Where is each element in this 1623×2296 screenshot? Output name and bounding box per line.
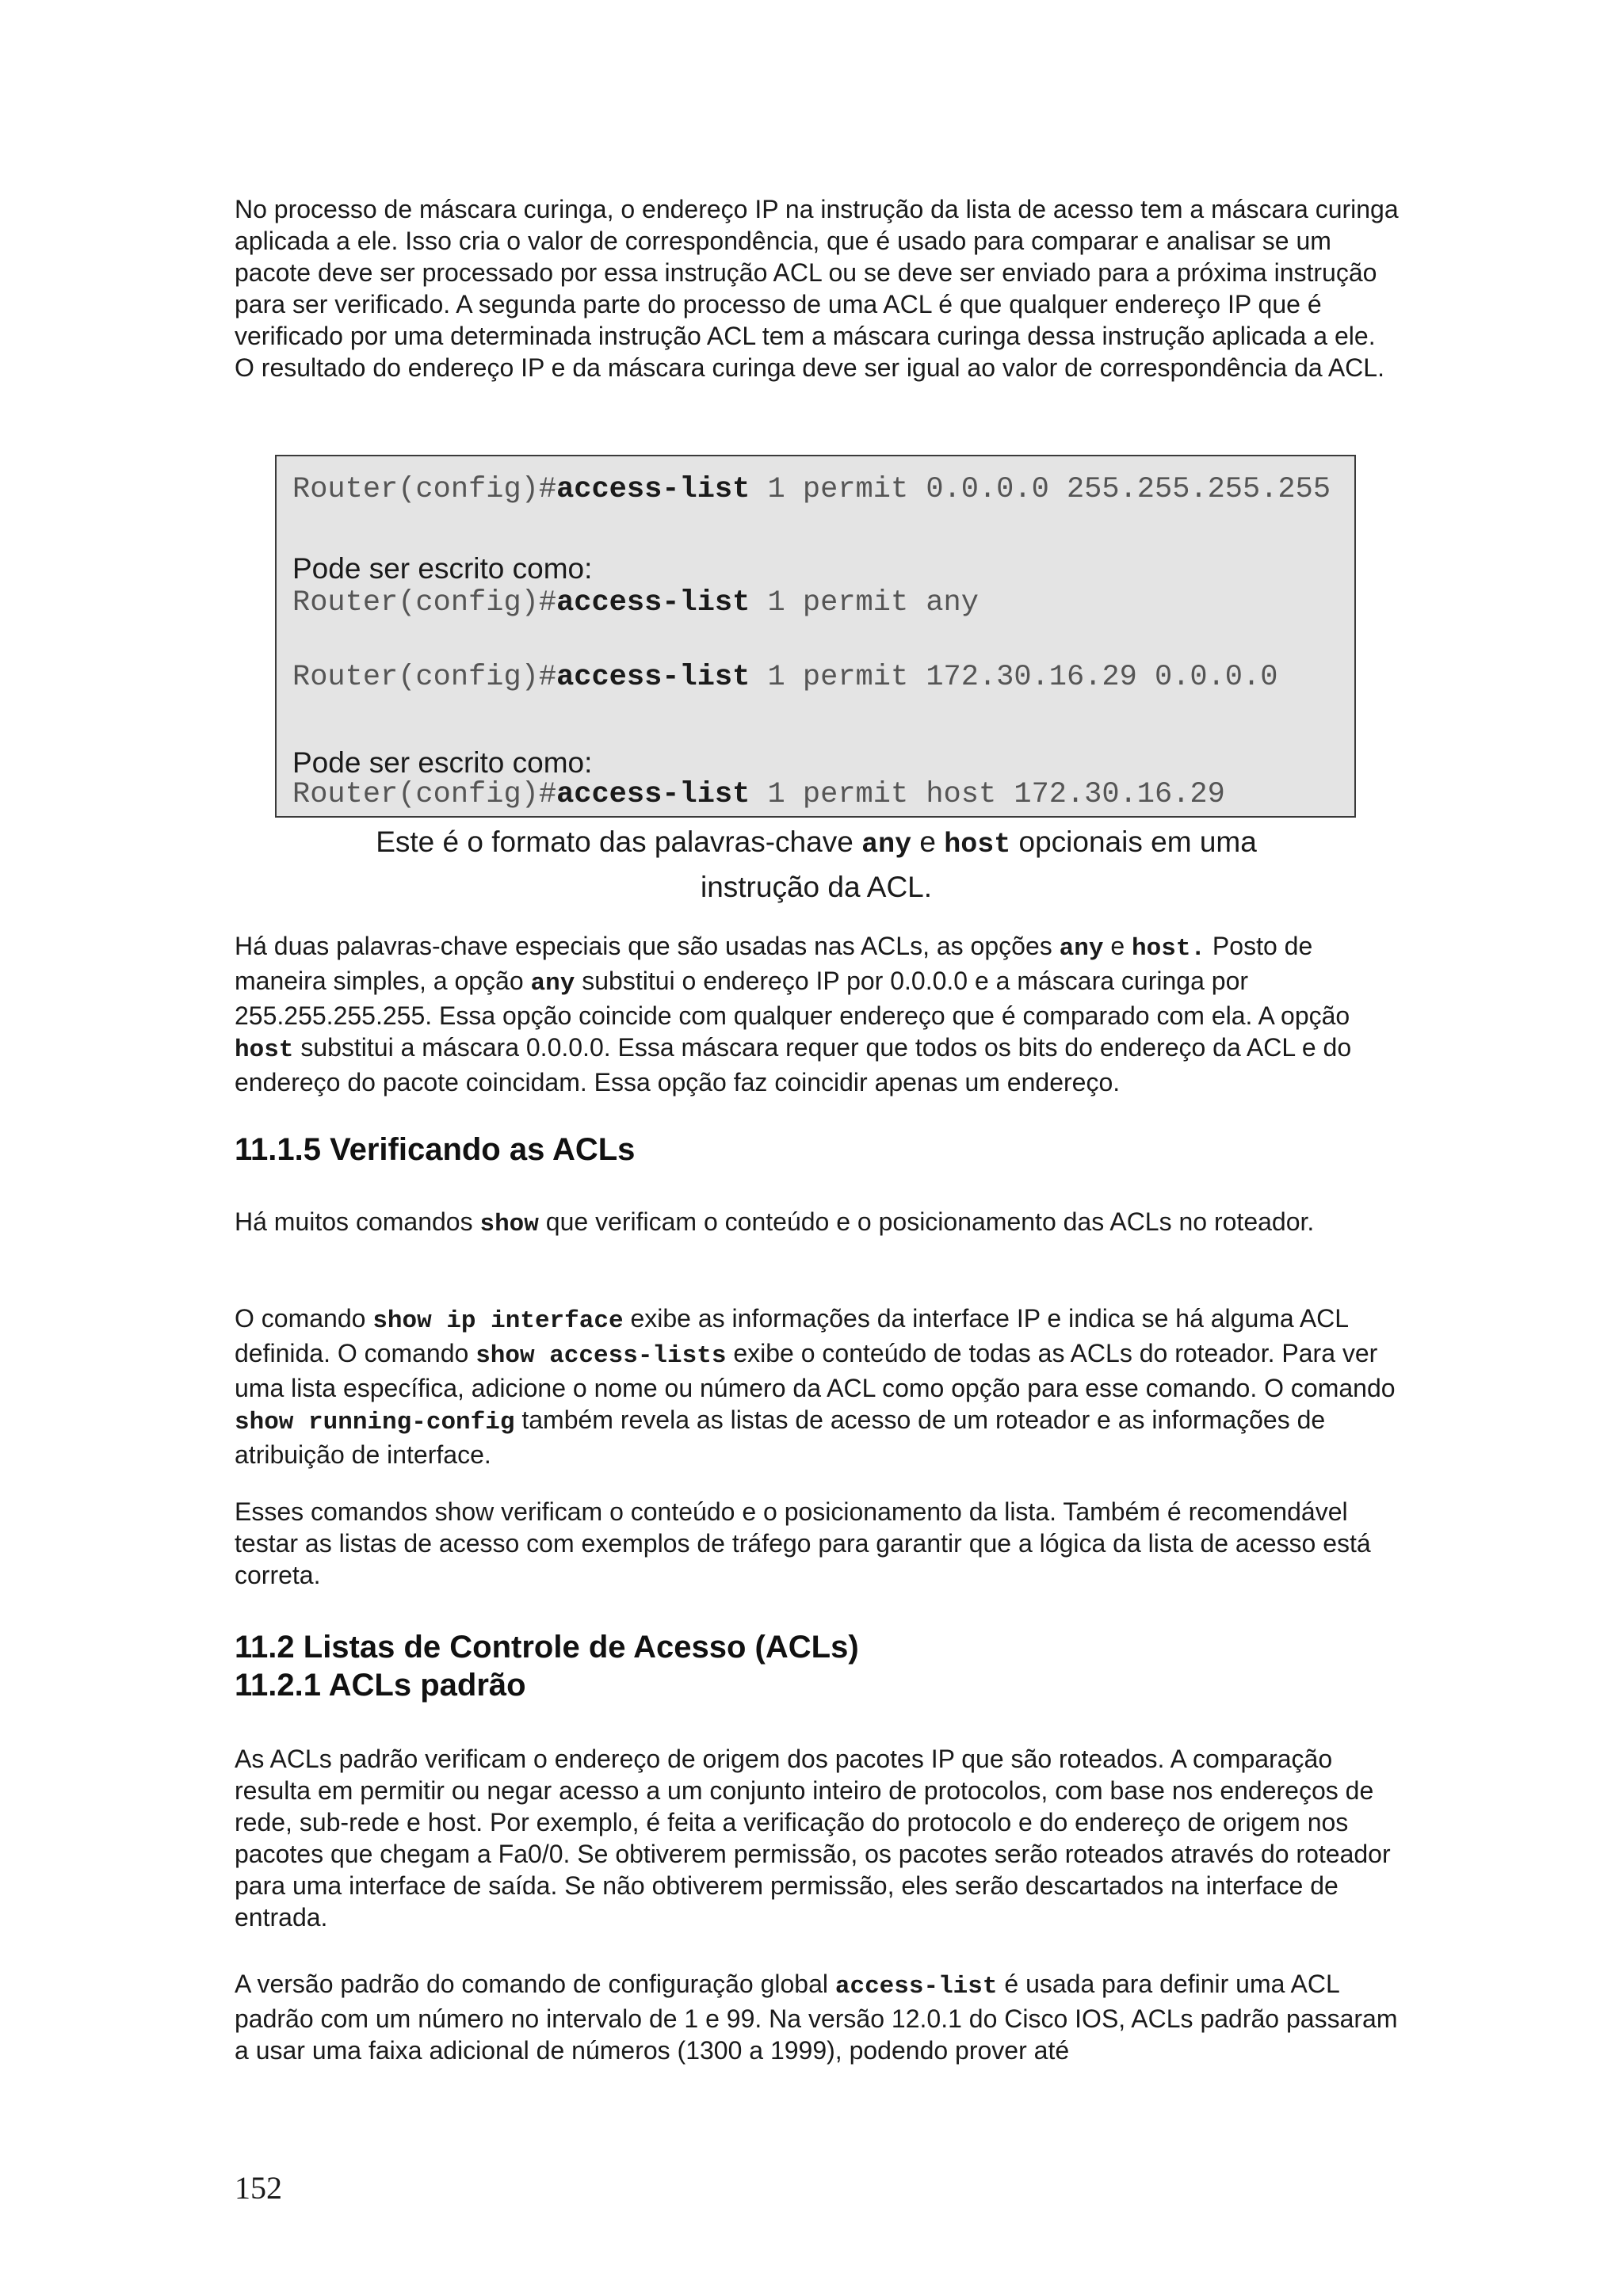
figure-caption (317, 821, 1316, 908)
acl-command-figure (275, 455, 1356, 818)
heading-verificando-acls: 11.1.5 Verificando as ACLs (235, 1132, 636, 1167)
paragraph-show-ip-interface: O comando show ip interface exibe as informações da interface IP e indica se há alguma ACL definida. O comando show access-lists exibe o conteúdo de todas as ACLs do roteador. Para ver uma lista específica, adicione o nome ou número da ACL como opção para esse comando. O comando show running-config também revela as listas de acesso de um roteador e as informações de atribuição de interface. (235, 1304, 1396, 1469)
paragraph-wildcard-process: No processo de máscara curinga, o endereço IP na instrução da lista de acesso tem a máscara curinga aplicada a ele. Isso cria o valor de correspondência, que é usado para comparar e analisar se um pacote deve ser processado por essa instrução ACL ou se deve ser enviado para a próxima instrução para ser verificado. A segunda parte do processo de uma ACL é que qualquer endereço IP que é verificado por uma determinada instrução ACL tem a máscara curinga dessa instrução aplicada a ele. O resultado do endereço IP e da máscara curinga deve ser igual ao valor de correspondência da ACL. (235, 195, 1399, 382)
figure-line-3: Router(config)#access-list 1 permit any (292, 586, 979, 620)
paragraph-access-list-command: A versão padrão do comando de configuração global access-list é usada para definir uma ACL padrão com um número no intervalo de 1 e 99. Na versão 12.0.1 do Cisco IOS, ACLs padrão passaram a usar uma faixa adicional de números (1300 a 1999), podendo prover até (235, 1970, 1398, 2065)
caption-line-2: instrução da ACL. (700, 871, 933, 903)
figure-line-1: Router(config)#access-list 1 permit 0.0.0.0 255.255.255.255 (292, 473, 1331, 506)
paragraph-testing-acls: Esses comandos show verificam o conteúdo e o posicionamento da lista. Também é recomendável testar as listas de acesso com exemplos de tráfego para garantir que a lógica da lista de acesso está correta. (235, 1497, 1371, 1589)
page-number: 152 (235, 2170, 282, 2206)
figure-line-4: Router(config)#access-list 1 permit 172.30.16.29 0.0.0.0 (292, 661, 1278, 694)
caption-line-1: Este é o formato das palavras-chave any e host opcionais em uma (376, 826, 1257, 860)
figure-line-6: Router(config)#access-list 1 permit host 172.30.16.29 (292, 778, 1225, 811)
paragraph-show-commands: Há muitos comandos show que verificam o conteúdo e o posicionamento das ACLs no roteador. (235, 1207, 1315, 1238)
heading-acls-padrao: 11.2.1 ACLs padrão (235, 1668, 526, 1703)
figure-line-5: Pode ser escrito como: (292, 746, 593, 779)
paragraph-any-host: Há duas palavras-chave especiais que são usadas nas ACLs, as opções any e host. Posto de maneira simples, a opção any substitui o endereço IP por 0.0.0.0 e a máscara curinga por 255.255.255.255. Essa opção coincide com qualquer endereço que é comparado com ela. A opção host substitui a máscara 0.0.0.0. Essa máscara requer que todos os bits do endereço da ACL e do endereço do pacote coincidam. Essa opção faz coincidir apenas um endereço. (235, 932, 1352, 1097)
figure-line-2: Pode ser escrito como: (292, 552, 593, 585)
heading-listas-controle-acesso: 11.2 Listas de Controle de Acesso (ACLs) (235, 1630, 859, 1665)
paragraph-standard-acls: As ACLs padrão verificam o endereço de origem dos pacotes IP que são roteados. A comparação resulta em permitir ou negar acesso a um conjunto inteiro de protocolos, com base nos endereços de rede, sub-rede e host. Por exemplo, é feita a verificação do protocolo e do endereço de origem nos pacotes que chegam a Fa0/0. Se obtiverem permissão, os pacotes serão roteados através do roteador para uma interface de saída. Se não obtiverem permissão, eles serão descartados na interface de entrada. (235, 1745, 1391, 1932)
